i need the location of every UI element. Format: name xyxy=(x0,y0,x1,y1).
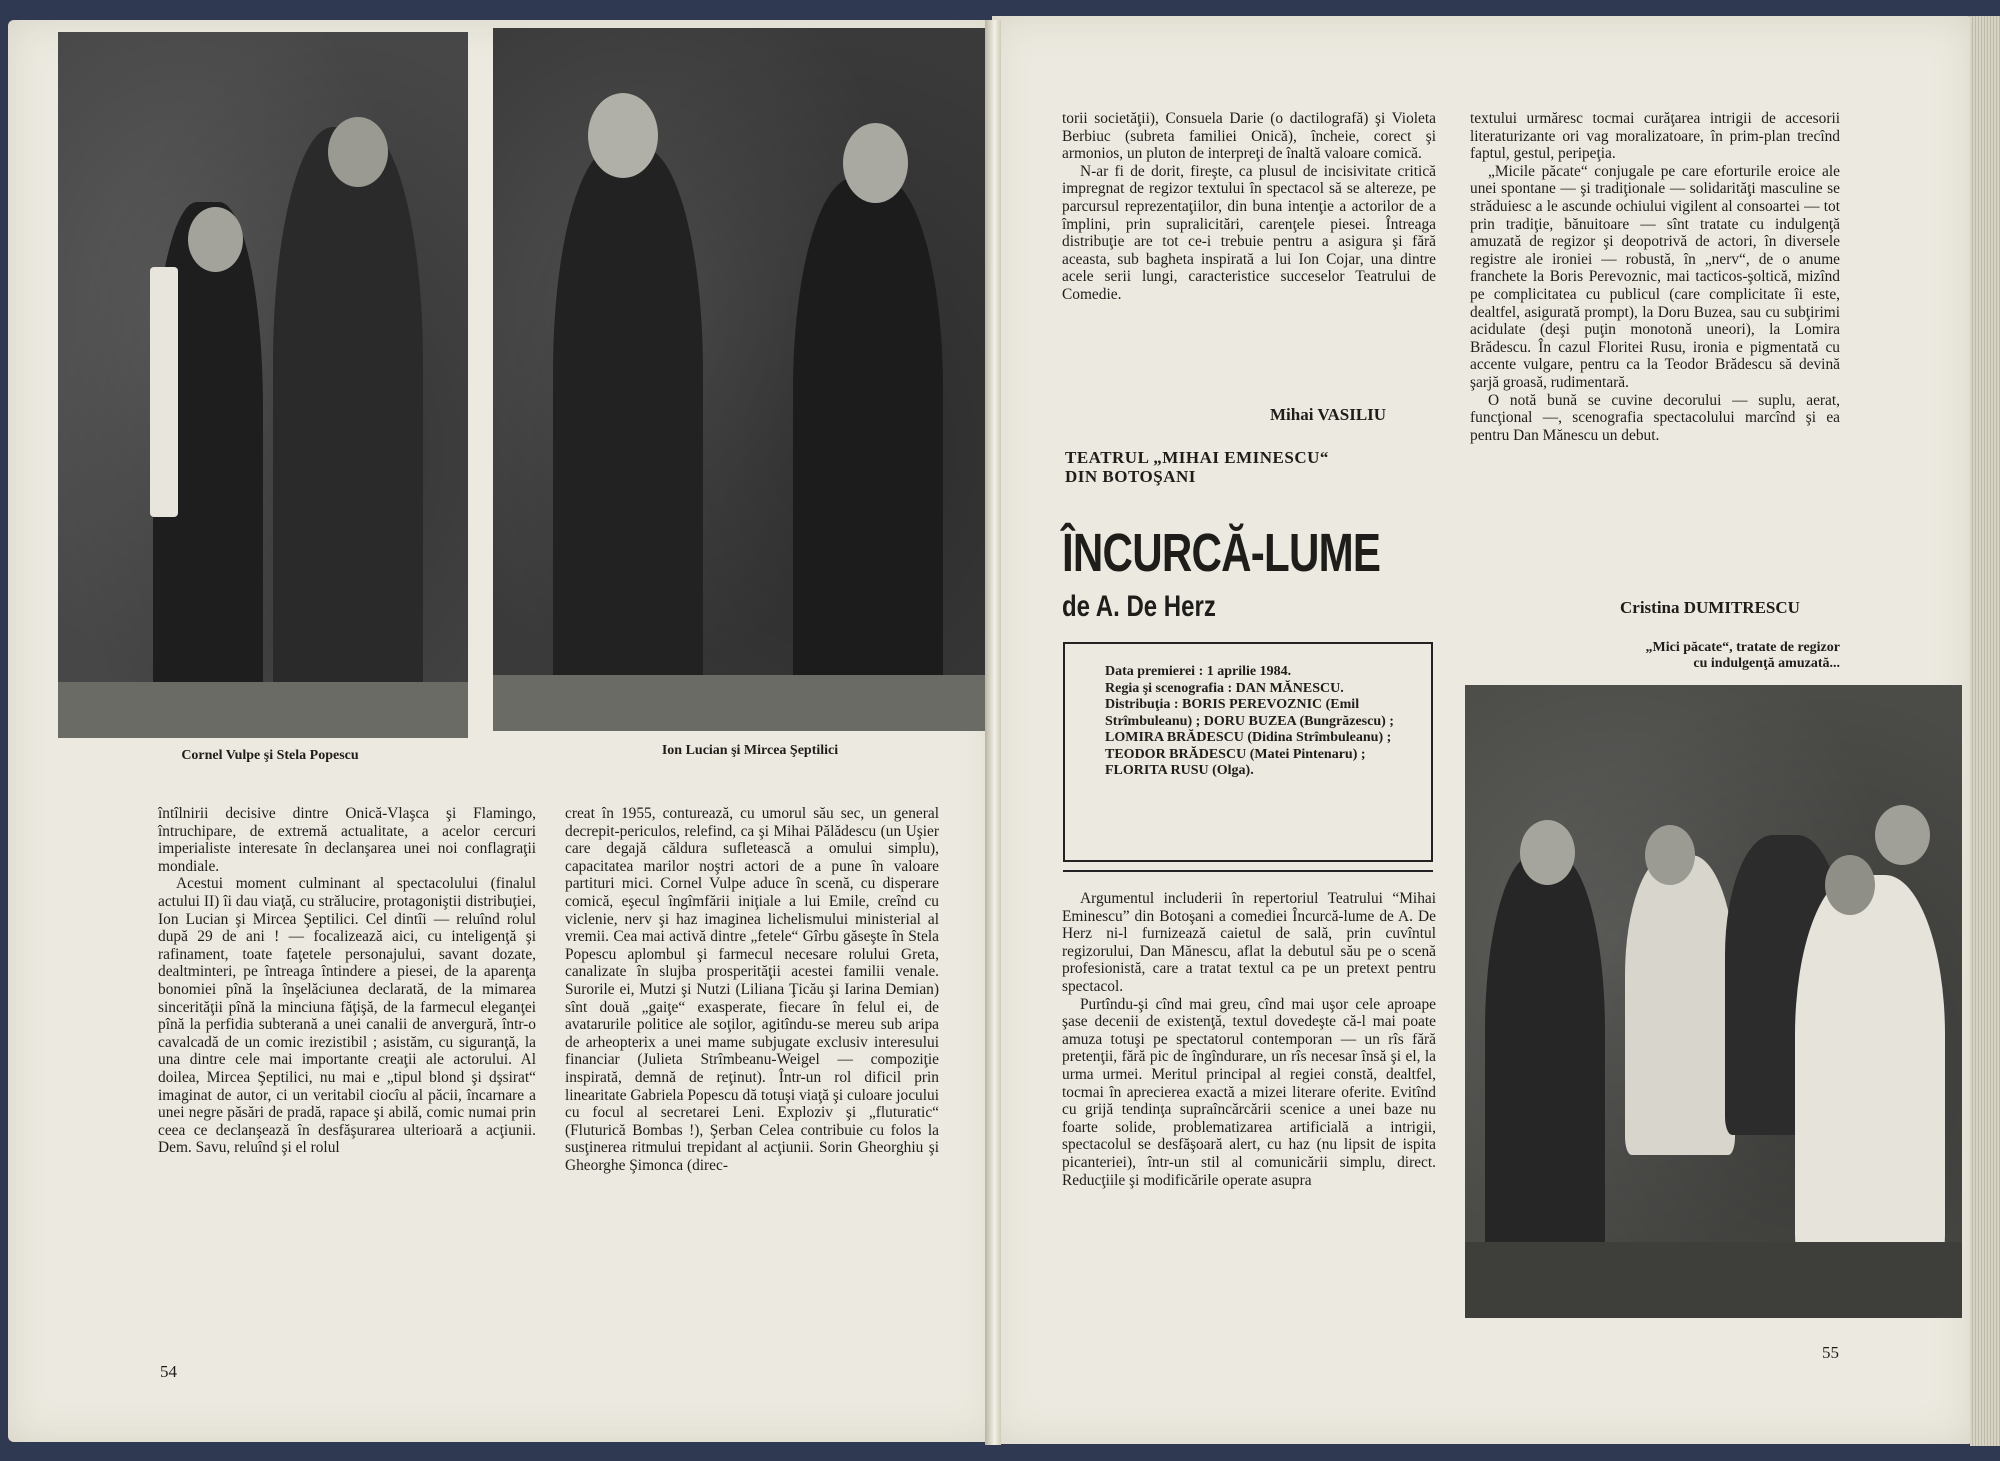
text-column xyxy=(565,805,939,1174)
actress-figure xyxy=(273,127,423,717)
paragraph: creat în 1955, conturează, cu umorul său sec, un general decrepit-periculos, relefind, ca şi Mihai Pălădescu (un Uşier care degajă căldura sufletească a omului simplu), capacitatea marilor noştri actori de a pune în valoare partituri mici. Cornel Vulpe aduce în scenă, cu disperare comică, eşecul îngîmfării iniţiale a lui Emile, creînd cu viclenie, nerv şi haz imaginea lichelismului ministerial al vremii. Cea mai activă dintre „fetele“ Gîrbu găseşte în Stela Popescu aplombul şi farmecul necesare rolului Greta, canalizate în slujba prosperităţii acestei familii venale. Surorile ei, Mutzi şi Nutzi (Liliana Ţicău şi Iarina Demian) sînt două „gaiţe“ exasperate, fiecare în felul ei, de avatarurile politice ale soţilor, agitîndu-se mereu sub aripa de arheopterix a unei mame subjugate exclusiv interesului financiar (Julieta Strîmbeanu-Weigel — compoziţie inspirată, demnă de reţinut). Într-un rol dificil prin linearitate Gabriela Popescu dă totuşi viaţă şi culoare jocului cu focul al secretarei Leni. Exploziv şi „fluturatic“ (Fluturică Bombas !), Şerban Celea contribuie cu folos la susţinerea ritmului trepidant al acţiunii. Sorin Gheorghiu şi Gheorghe Şimonca (direc- xyxy=(565,805,939,1174)
premiere-date: Data premierei : 1 aprilie 1984. xyxy=(1105,664,1292,679)
paragraph: Argumentul includerii în repertoriul Teatrului “Mihai Eminescu” din Botoşani a comediei Încurcă-lume de A. De Herz ni-l furnizează caietul de sală, prin cuvîntul regizorului, Dan Mănescu, aflat la debutul său pe o scenă profesionistă, care a tratat textul ca pe un pretext pentru spectacol. xyxy=(1062,890,1436,995)
actor-face xyxy=(188,207,243,272)
cast-list: Distribuţia : BORIS PEREVOZNIC (Emil Strîmbuleanu) ; DORU BUZEA (Bungrăzescu) ; LOMIRA BRĂDESCU (Didina Strîmbuleanu) ; TEODOR BRĂDESCU (Matei Pintenaru) ; FLORITA RUSU (Olga). xyxy=(1105,697,1394,778)
actor-face xyxy=(1875,805,1930,865)
theatre-heading xyxy=(1065,448,1329,486)
paragraph: textului urmăresc tocmai curăţarea intrigii de accesorii literaturizante ori vag moralizatoare, în prim-plan trecînd faptul, gestul, peripeţia. xyxy=(1470,110,1840,163)
text-column xyxy=(1062,110,1436,304)
play-author: de A. De Herz xyxy=(1062,590,1216,623)
text-column xyxy=(1470,110,1840,444)
photo-caption: Cornel Vulpe şi Stela Popescu xyxy=(181,748,359,763)
actor-face xyxy=(1520,820,1575,885)
stage-floor xyxy=(493,675,985,731)
theatre-heading-line: DIN BOTOŞANI xyxy=(1065,467,1196,486)
text-column xyxy=(1062,890,1436,1189)
premiere-info-box xyxy=(1063,642,1433,862)
actor-figure xyxy=(553,148,703,708)
paragraph: Purtîndu-şi cînd mai greu, cînd mai uşor cele aproape şase decenii de existenţă, textul dovedeşte că-l mai poate amuza totuşi pe spectatorul contemporan — un rîs fără pretenţii, fără pic de îngîndurare, un rîs necesar însă şi el, la urma urmei. Meritul principal al regiei constă, dealtfel, tocmai în aprecierea exactă a mizei literare oferite. Evitînd cu grijă tendinţa supraîncărcării scenice a unei baze nu foarte solide, problematizarea artificială a intrigii, spectacolul se desfăşoară alert, cu haz (nu lipsit de ispita picanteriei), într-un stil al comunicării simplu, direct. Reducţiile şi modificările operate asupra xyxy=(1062,995,1436,1189)
play-title: ÎNCURCĂ-LUME xyxy=(1062,523,1381,583)
page-edges xyxy=(1970,16,2000,1446)
theatre-heading-line: TEATRUL „MIHAI EMINESCU“ xyxy=(1065,448,1329,467)
paragraph: Acestui moment culminant al spectacolului (finalul actului II) îi dau viaţă, cu strălucire, protagoniştii distribuţiei, Ion Lucian şi Mircea Şeptilici. Cel dintîi — reluînd rolul după 29 de ani ! — focalizează aici, cu inteligenţă şi rafinament, toate faţetele personajului, savant dozate, dealtminteri, pe întreaga întindere a piesei, de la aparenţa bonomiei pînă la înşelăciunea declarată, de la mimarea sincerităţii pînă la minciuna făţişă, de la farmecul eleganţei pînă la perfidia subterană a unei canalii de anvergură, într-o cavalcadă de un comic irezistibil ; asistăm, cu siguranţă, la una dintre cele mai importante creaţii ale actorului. Al doilea, Mircea Şeptilici, nu mai e „tipul blond şi dşsirat“ imaginat de autor, ci un veritabil ciocîu al păcii, încarnare a unei negre păsări de pradă, rapace şi abilă, comic numai prin ceea ce declanşează în desfăşurarea ulterioară a acţiunii. Dem. Savu, reluînd şi el rolul xyxy=(158,875,536,1157)
actor-figure xyxy=(1485,855,1605,1295)
actress-face xyxy=(328,117,388,187)
actress-face xyxy=(1825,855,1875,915)
actor-face xyxy=(843,123,908,203)
text-column xyxy=(158,805,536,1157)
author-signature: Mihai VASILIU xyxy=(1270,405,1387,424)
director-credit: Regia şi scenografia : DAN MĂNESCU. xyxy=(1105,680,1344,696)
paragraph: „Micile păcate“ conjugale pe care eforturile eroice ale unei spontane — şi tradiţionale — solidarităţi masculine se străduiesc a le ascunde ochiului vigilent al consoartei — tot prin tradiţie, bănuitoare — sînt tratate cu indulgenţă amuzată de regizor şi deopotrivă de actori, în diversele registre ale ironiei — robustă, în „nerv“, de o anume franchete la Boris Perevoznic, mai tacticos-şoltică, mizînd pe complicitatea cu publicul (care complicitate îi este, dealtfel, asigurată prompt), la Doru Buzea, sau cu subţirimi acidulate (deşi puţin monotonă uneori), la Lomira Brădescu. În cazul Floritei Rusu, ironia e pigmentată cu accente vulgare, pentru ca la Teodor Brădescu să devină şarjă groasă, rudimentară. xyxy=(1470,162,1840,391)
divider-rule xyxy=(1063,870,1433,872)
paragraph: N-ar fi de dorit, fireşte, ca plusul de incisivitate critică impregnat de regizor textului în spectacol să se altereze, pe parcursul reprezentaţiilor, din buna intenţie a actorilor de a împlini, prin supralicitări, carenţele piesei. Întreaga distribuţie are tot ce-i trebuie pentru a asigura şi fără aceasta, sub bagheta inspirată a lui Ion Cojar, una dintre acele serii lungi, caracteristice succeselor Teatrului de Comedie. xyxy=(1062,162,1436,303)
actor-figure xyxy=(793,178,943,708)
stage-floor xyxy=(58,682,468,738)
photo-vulpe-popescu xyxy=(58,32,468,738)
photo-caption xyxy=(1470,640,1840,672)
book-gutter xyxy=(985,20,1001,1445)
photo-caption: Ion Lucian şi Mircea Şeptilici xyxy=(661,743,839,758)
author-signature: Cristina DUMITRESCU xyxy=(1620,598,1800,617)
page-number: 54 xyxy=(160,1362,177,1381)
photo-lucian-septilici xyxy=(493,28,985,731)
stage-floor xyxy=(1465,1242,1962,1318)
paragraph: întîlnirii decisive dintre Onică-Vlaşca şi Flamingo, întruchipare, de extremă actualitate, a acelor cercuri imperialiste interesate în declanşarea unei noi conflagraţii mondiale. xyxy=(158,805,536,875)
actor-scarf xyxy=(150,267,178,517)
actor-face xyxy=(588,93,658,178)
actress-figure xyxy=(1795,875,1945,1275)
paragraph: torii societăţii), Consuela Darie (o dactilografă) şi Violeta Berbiuc (subreta familiei Onică), încheie, corect şi armonios, un pluton de interpreţi de înaltă valoare comică. xyxy=(1062,110,1436,163)
actor-figure xyxy=(1625,855,1735,1155)
actor-face xyxy=(1645,825,1695,885)
photo-scene-mici-pacate xyxy=(1465,685,1962,1318)
photo-caption-line: „Mici păcate“, tratate de regizor xyxy=(1645,640,1840,655)
photo-caption-line: cu indulgenţă amuzată... xyxy=(1693,656,1840,671)
paragraph: O notă bună se cuvine decorului — suplu, aerat, funcţional —, scenografia spectacolului marcînd şi ea pentru Dan Mănescu un debut. xyxy=(1470,391,1840,444)
page-number: 55 xyxy=(1822,1343,1839,1362)
